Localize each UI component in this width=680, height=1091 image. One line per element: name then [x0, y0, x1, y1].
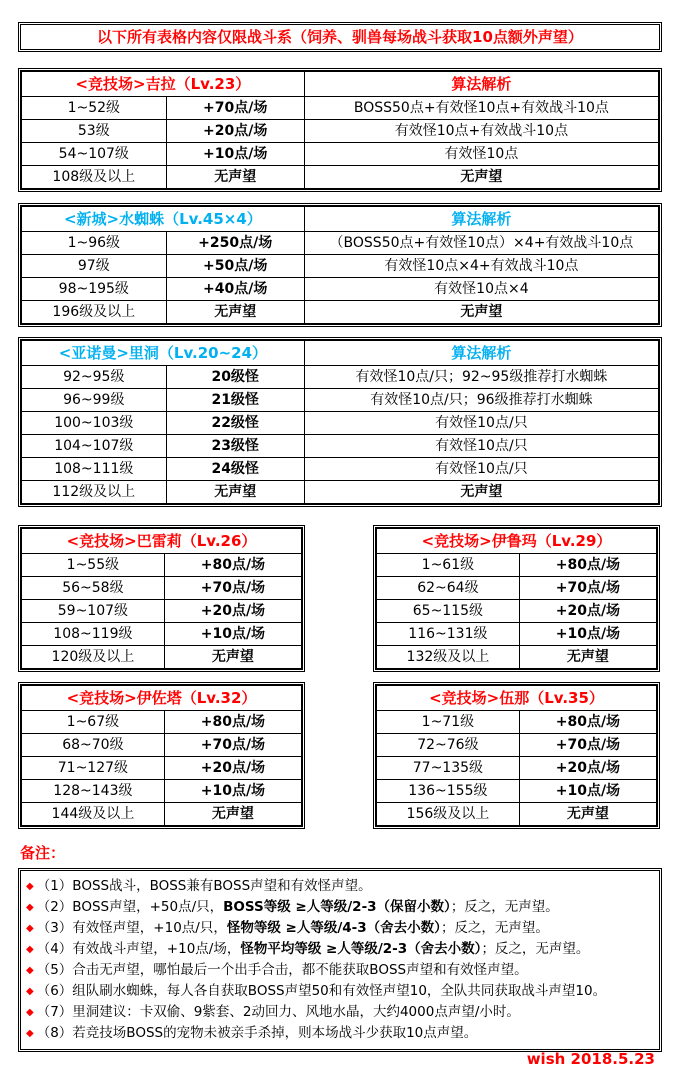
table-row — [22, 577, 302, 600]
points-cell: +10点/场 — [164, 780, 301, 803]
table-row — [377, 711, 657, 734]
level-range-cell: 1~96级 — [22, 232, 167, 255]
table-header-row — [22, 529, 302, 554]
note-item — [24, 1002, 657, 1023]
signature-date: wish 2018.5.23 — [526, 1050, 655, 1068]
points-cell: +20点/场 — [166, 120, 304, 143]
diamond-bullet-icon: ◆ — [26, 1007, 34, 1018]
table-row — [22, 757, 302, 780]
level-range-cell: 56~58级 — [22, 577, 165, 600]
table-row — [22, 166, 659, 189]
points-cell: +80点/场 — [164, 554, 301, 577]
level-range-cell: 1~52级 — [22, 97, 167, 120]
level-range-cell: 112级及以上 — [22, 481, 167, 504]
note-text-segment: 怪物等级 ≥人等级/4-3（舍去小数） — [226, 920, 441, 936]
formula-cell: 有效怪10点/只；92~95级推荐打水蜘蛛 — [304, 366, 658, 389]
level-range-cell: 71~127级 — [22, 757, 165, 780]
points-cell: +50点/场 — [166, 255, 304, 278]
table-header-row — [377, 686, 657, 711]
table-row — [22, 232, 659, 255]
table-arena-baleili — [18, 525, 305, 672]
points-cell: +70点/场 — [519, 577, 656, 600]
note-text-segment: （1）BOSS战斗，BOSS兼有BOSS声望和有效怪声望。 — [36, 878, 372, 894]
table-title: <竞技场>伊鲁玛（Lv.29） — [377, 529, 657, 554]
table-row — [22, 711, 302, 734]
level-range-cell: 77~135级 — [377, 757, 520, 780]
level-range-cell: 100~103级 — [22, 412, 167, 435]
note-text-segment: BOSS等级 ≥人等级/2-3（保留小数） — [223, 899, 451, 915]
points-cell: +80点/场 — [164, 711, 301, 734]
level-range-cell: 136~155级 — [377, 780, 520, 803]
formula-cell: 无声望 — [304, 481, 658, 504]
table-header-row — [22, 72, 659, 97]
note-item — [24, 960, 657, 981]
points-cell: 24级怪 — [166, 458, 304, 481]
level-range-cell: 108级及以上 — [22, 166, 167, 189]
note-item — [24, 1023, 657, 1044]
points-cell: +20点/场 — [164, 600, 301, 623]
level-range-cell: 116~131级 — [377, 623, 520, 646]
points-cell: +10点/场 — [164, 623, 301, 646]
notes-label: 备注： — [20, 844, 66, 862]
formula-cell: 无声望 — [304, 301, 658, 324]
level-range-cell: 68~70级 — [22, 734, 165, 757]
table-row — [22, 734, 302, 757]
table-row — [22, 600, 302, 623]
table-yanuoman-inner-cave — [18, 337, 662, 507]
points-cell: +70点/场 — [166, 97, 304, 120]
analysis-header: 算法解析 — [304, 207, 658, 232]
table-row — [22, 458, 659, 481]
level-range-cell: 132级及以上 — [377, 646, 520, 669]
table-row — [22, 481, 659, 504]
points-cell: +10点/场 — [519, 623, 656, 646]
level-range-cell: 65~115级 — [377, 600, 520, 623]
formula-cell: 无声望 — [304, 166, 658, 189]
table-row — [22, 412, 659, 435]
diamond-bullet-icon: ◆ — [26, 902, 34, 913]
diamond-bullet-icon: ◆ — [26, 881, 34, 892]
formula-cell: （BOSS50点+有效怪10点）×4+有效战斗10点 — [304, 232, 658, 255]
note-text-segment: （6）组队刷水蜘蛛，每人各自获取BOSS声望50和有效怪声望10，全队共同获取战斗声望10。 — [36, 983, 607, 999]
points-cell: 无声望 — [166, 301, 304, 324]
level-range-cell: 196级及以上 — [22, 301, 167, 324]
points-cell: +10点/场 — [519, 780, 656, 803]
level-range-cell: 62~64级 — [377, 577, 520, 600]
diamond-bullet-icon: ◆ — [26, 944, 34, 955]
points-cell: 无声望 — [166, 166, 304, 189]
notes-box — [18, 868, 662, 1052]
table-row — [22, 97, 659, 120]
note-text-segment: （3）有效怪声望，+10点/只， — [36, 920, 227, 936]
table-row — [22, 120, 659, 143]
points-cell: +70点/场 — [519, 734, 656, 757]
level-range-cell: 128~143级 — [22, 780, 165, 803]
note-item — [24, 918, 657, 939]
table-arena-jila — [18, 68, 662, 192]
note-item — [24, 876, 657, 897]
table-title: <竞技场>伍那（Lv.35） — [377, 686, 657, 711]
level-range-cell: 53级 — [22, 120, 167, 143]
table-row — [22, 646, 302, 669]
analysis-header: 算法解析 — [304, 72, 658, 97]
points-cell: +10点/场 — [166, 143, 304, 166]
table-row — [377, 780, 657, 803]
table-row — [22, 554, 302, 577]
table-arena-wuna — [373, 682, 660, 829]
table-row — [377, 577, 657, 600]
note-item — [24, 939, 657, 960]
table-arena-yizuota — [18, 682, 305, 829]
points-cell: 无声望 — [166, 481, 304, 504]
formula-cell: 有效怪10点/只；96级推荐打水蜘蛛 — [304, 389, 658, 412]
level-range-cell: 98~195级 — [22, 278, 167, 301]
table-row — [377, 646, 657, 669]
points-cell: 20级怪 — [166, 366, 304, 389]
top-banner: 以下所有表格内容仅限战斗系（饲养、驯兽每场战斗获取10点额外声望） — [18, 22, 662, 52]
points-cell: +40点/场 — [166, 278, 304, 301]
formula-cell: 有效怪10点+有效战斗10点 — [304, 120, 658, 143]
table-row — [377, 803, 657, 826]
formula-cell: BOSS50点+有效怪10点+有效战斗10点 — [304, 97, 658, 120]
points-cell: 无声望 — [164, 803, 301, 826]
level-range-cell: 1~71级 — [377, 711, 520, 734]
analysis-header: 算法解析 — [304, 341, 658, 366]
table-title: <亚诺曼>里洞（Lv.20~24） — [22, 341, 305, 366]
formula-cell: 有效怪10点×4+有效战斗10点 — [304, 255, 658, 278]
table-title: <竞技场>伊佐塔（Lv.32） — [22, 686, 302, 711]
diamond-bullet-icon: ◆ — [26, 1028, 34, 1039]
points-cell: 23级怪 — [166, 435, 304, 458]
table-row — [22, 803, 302, 826]
diamond-bullet-icon: ◆ — [26, 965, 34, 976]
level-range-cell: 108~111级 — [22, 458, 167, 481]
note-item — [24, 897, 657, 918]
table-row — [377, 757, 657, 780]
level-range-cell: 108~119级 — [22, 623, 165, 646]
points-cell: +70点/场 — [164, 734, 301, 757]
table-row — [22, 278, 659, 301]
level-range-cell: 92~95级 — [22, 366, 167, 389]
table-row — [377, 734, 657, 757]
points-cell: 无声望 — [519, 803, 656, 826]
formula-cell: 有效怪10点 — [304, 143, 658, 166]
formula-cell: 有效怪10点/只 — [304, 458, 658, 481]
level-range-cell: 1~61级 — [377, 554, 520, 577]
table-row — [22, 255, 659, 278]
formula-cell: 有效怪10点/只 — [304, 435, 658, 458]
points-cell: +20点/场 — [164, 757, 301, 780]
points-cell: 无声望 — [519, 646, 656, 669]
table-row — [22, 623, 302, 646]
level-range-cell: 96~99级 — [22, 389, 167, 412]
note-text-segment: ；反之，无声望。 — [481, 941, 590, 957]
points-cell: +250点/场 — [166, 232, 304, 255]
table-title: <新城>水蜘蛛（Lv.45×4） — [22, 207, 305, 232]
level-range-cell: 1~67级 — [22, 711, 165, 734]
table-row — [22, 366, 659, 389]
note-text-segment: （2）BOSS声望，+50点/只， — [36, 899, 224, 915]
table-row — [22, 780, 302, 803]
note-text-segment: ；反之，无声望。 — [440, 920, 549, 936]
points-cell: +80点/场 — [519, 554, 656, 577]
table-title: <竞技场>巴雷莉（Lv.26） — [22, 529, 302, 554]
formula-cell: 有效怪10点×4 — [304, 278, 658, 301]
level-range-cell: 72~76级 — [377, 734, 520, 757]
formula-cell: 有效怪10点/只 — [304, 412, 658, 435]
note-item — [24, 981, 657, 1002]
level-range-cell: 59~107级 — [22, 600, 165, 623]
points-cell: +80点/场 — [519, 711, 656, 734]
note-text-segment: （7）里洞建议：卡双偷、9紫套、2动回力、风地水晶，大约4000点声望/小时。 — [36, 1004, 520, 1020]
note-text-segment: （8）若竞技场BOSS的宠物未被亲手杀掉，则本场战斗少获取10点声望。 — [36, 1025, 478, 1041]
points-cell: +20点/场 — [519, 600, 656, 623]
table-row — [377, 623, 657, 646]
level-range-cell: 156级及以上 — [377, 803, 520, 826]
level-range-cell: 1~55级 — [22, 554, 165, 577]
note-text-segment: ；反之，无声望。 — [450, 899, 559, 915]
table-arena-yiluma — [373, 525, 660, 672]
points-cell: 21级怪 — [166, 389, 304, 412]
table-header-row — [22, 341, 659, 366]
note-text-segment: （5）合击无声望，哪怕最后一个出手合击，都不能获取BOSS声望和有效怪声望。 — [36, 962, 528, 978]
table-row — [22, 389, 659, 412]
note-text-segment: （4）有效战斗声望，+10点/场， — [36, 941, 241, 957]
table-newcity-water-spider — [18, 203, 662, 327]
table-row — [377, 554, 657, 577]
table-header-row — [377, 529, 657, 554]
table-row — [377, 600, 657, 623]
table-title: <竞技场>吉拉（Lv.23） — [22, 72, 305, 97]
diamond-bullet-icon: ◆ — [26, 986, 34, 997]
points-cell: +70点/场 — [164, 577, 301, 600]
level-range-cell: 144级及以上 — [22, 803, 165, 826]
note-text-segment: 怪物平均等级 ≥人等级/2-3（舍去小数） — [240, 941, 482, 957]
level-range-cell: 97级 — [22, 255, 167, 278]
points-cell: +20点/场 — [519, 757, 656, 780]
points-cell: 22级怪 — [166, 412, 304, 435]
table-row — [22, 435, 659, 458]
points-cell: 无声望 — [164, 646, 301, 669]
diamond-bullet-icon: ◆ — [26, 923, 34, 934]
table-header-row — [22, 207, 659, 232]
level-range-cell: 54~107级 — [22, 143, 167, 166]
level-range-cell: 104~107级 — [22, 435, 167, 458]
table-row — [22, 143, 659, 166]
level-range-cell: 120级及以上 — [22, 646, 165, 669]
table-row — [22, 301, 659, 324]
table-header-row — [22, 686, 302, 711]
